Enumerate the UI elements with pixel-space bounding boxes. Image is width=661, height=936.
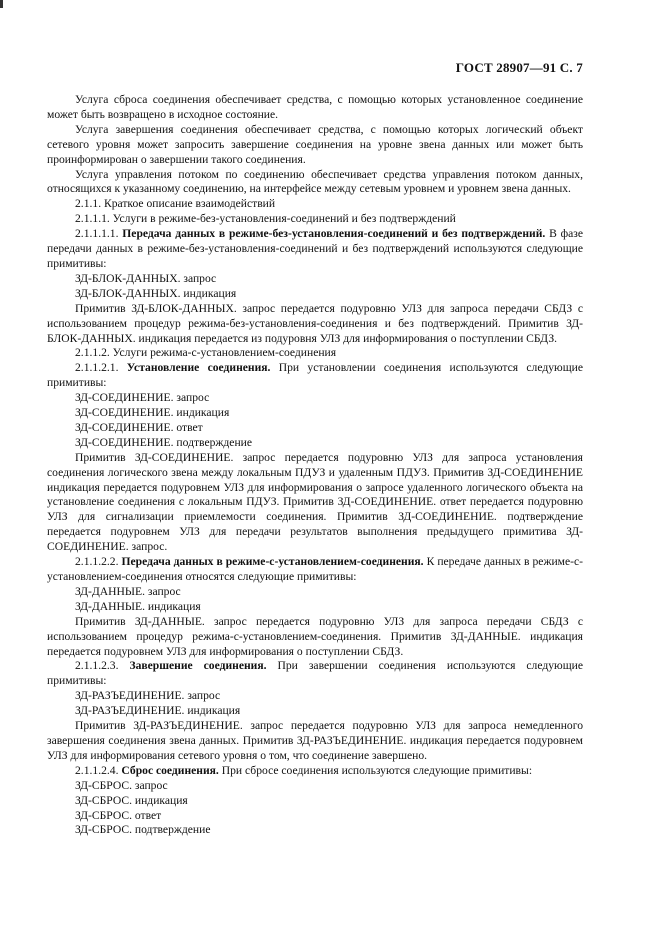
paragraph: Примитив ЗД-РАЗЪЕДИНЕНИЕ. запрос передается подуровню УЛЗ для запроса немедленного завершения соединения звена данных. Примитив ЗД-РАЗЪЕДИНЕНИЕ. индикация передается подуровнем УЛЗ для информирования сетевого уровня о том, что соединение завершено. — [47, 719, 583, 762]
section-paragraph — [47, 764, 583, 779]
primitive-line: ЗД-СБРОС. запрос — [75, 778, 168, 792]
primitive-line: ЗД-СБРОС. подтверждение — [75, 823, 211, 837]
section-heading: Передача данных в режиме-с-установлением-соединения. — [121, 555, 424, 569]
paragraph: Примитив ЗД-ДАННЫЕ. запрос передается подуровню УЛЗ для запроса передачи СБДЗ с использованием процедур режима-с-установлением-соединения. Примитив ЗД-ДАННЫЕ. индикация передается подуровнем УЛЗ для информирования о поступлении СБДЗ. — [47, 614, 583, 658]
section-text: К передаче данных в режиме-с-установлением-соединения относятся следующие примитивы: — [47, 555, 584, 583]
section-paragraph — [47, 361, 583, 391]
primitive-line: ЗД-ДАННЫЕ. запрос — [75, 584, 181, 598]
primitive-line: ЗД-СОЕДИНЕНИЕ. подтверждение — [75, 435, 253, 449]
section-paragraph — [47, 227, 583, 272]
primitive-line: ЗД-БЛОК-ДАННЫХ. запрос — [75, 271, 217, 285]
paragraph: 2.1.1. Краткое описание взаимодействий — [75, 197, 276, 211]
section-paragraph — [47, 555, 583, 585]
primitive-line: ЗД-СОЕДИНЕНИЕ. индикация — [75, 406, 230, 420]
primitive-line: ЗД-СБРОС. индикация — [75, 793, 188, 807]
section-number: 2.1.1.2.3. — [75, 659, 119, 673]
section-number: 2.1.1.2.1. — [75, 361, 119, 375]
section-heading: Завершение соединения. — [129, 659, 267, 673]
section-number: 2.1.1.2.2. — [75, 555, 119, 569]
paragraph: Услуга управления потоком по соединению обеспечивает средства управления потоком данных, относящихся к указанному соединению, на интерфейсе между сетевым уровнем и уровнем звена данных. — [47, 167, 583, 196]
primitive-line: ЗД-ДАННЫЕ. индикация — [75, 599, 201, 613]
section-text: При установлении соединения используются следующие примитивы: — [47, 361, 583, 390]
section-heading: Передача данных в режиме-без-установления-соединений и без подтверждений. — [122, 227, 546, 241]
section-number: 2.1.1.2.4. — [75, 763, 119, 777]
paragraph: Услуга сброса соединения обеспечивает средства, с помощью которых установленное соединение может быть возвращено в исходное состояние. — [47, 93, 583, 121]
section-heading: Сброс соединения. — [121, 763, 219, 777]
section-number: 2.1.1.1.1. — [75, 227, 119, 241]
primitive-line: ЗД-РАЗЪЕДИНЕНИЕ. индикация — [75, 704, 241, 718]
paragraph: 2.1.1.1. Услуги в режиме-без-установления-соединений и без подтверждений — [75, 212, 456, 226]
paragraph: 2.1.1.2. Услуги режима-с-установлением-соединения — [75, 346, 337, 360]
section-text: В фазе передачи данных в режиме-без-установления-соединений и без подтверждений используются следующие примитивы: — [47, 227, 583, 270]
document-body — [47, 93, 583, 838]
section-text: При сбросе соединения используются следующие примитивы: — [221, 763, 533, 777]
paragraph: Услуга завершения соединения обеспечивает средства, с помощью которых логический объект сетевого уровня может запросить завершение соединения на уровне звена данных или может быть проинформирован о завершении такого соединения. — [47, 122, 583, 166]
primitive-line: ЗД-СОЕДИНЕНИЕ. запрос — [75, 391, 210, 405]
section-text: При завершении соединения используются следующие примитивы: — [47, 659, 583, 688]
primitive-line: ЗД-СОЕДИНЕНИЕ. ответ — [75, 420, 203, 434]
primitive-line: ЗД-СБРОС. ответ — [75, 808, 162, 822]
scan-mark — [0, 0, 3, 8]
paragraph: Примитив ЗД-СОЕДИНЕНИЕ. запрос передается подуровню УЛЗ для запроса установления соединения логического звена между локальным ПДУЗ и удаленным ПДУЗ. Примитив ЗД-СОЕДИНЕНИЕ индикация передается подуровнем УЛЗ для информирования о запросе удаленного логического объекта на установление соединения с локальным ПДУЗ. Примитив ЗД-СОЕДИНЕНИЕ. ответ передается подуровню УЛЗ для сигнализации приемлемости соединения. Примитив ЗД-СОЕДИНЕНИЕ. подтверждение передается подуровнем УЛЗ для передачи результатов выполнения предыдущего примитива ЗД-СОЕДИНЕНИЕ. запрос. — [47, 450, 583, 554]
primitive-line: ЗД-БЛОК-ДАННЫХ. индикация — [75, 286, 237, 300]
page-header: ГОСТ 28907—91 С. 7 — [455, 60, 583, 75]
paragraph: Примитив ЗД-БЛОК-ДАННЫХ. запрос передается подуровню УЛЗ для запроса передачи СБДЗ с использованием процедур режима-без-установления-соединения и без подтверждений. Примитив ЗД-БЛОК-ДАННЫХ. индикация передается из подуровня УЛЗ для информирования о поступлении СБДЗ. — [47, 301, 583, 345]
primitive-line: ЗД-РАЗЪЕДИНЕНИЕ. запрос — [75, 689, 221, 703]
section-paragraph — [47, 659, 583, 689]
section-heading: Установление соединения. — [126, 361, 271, 375]
